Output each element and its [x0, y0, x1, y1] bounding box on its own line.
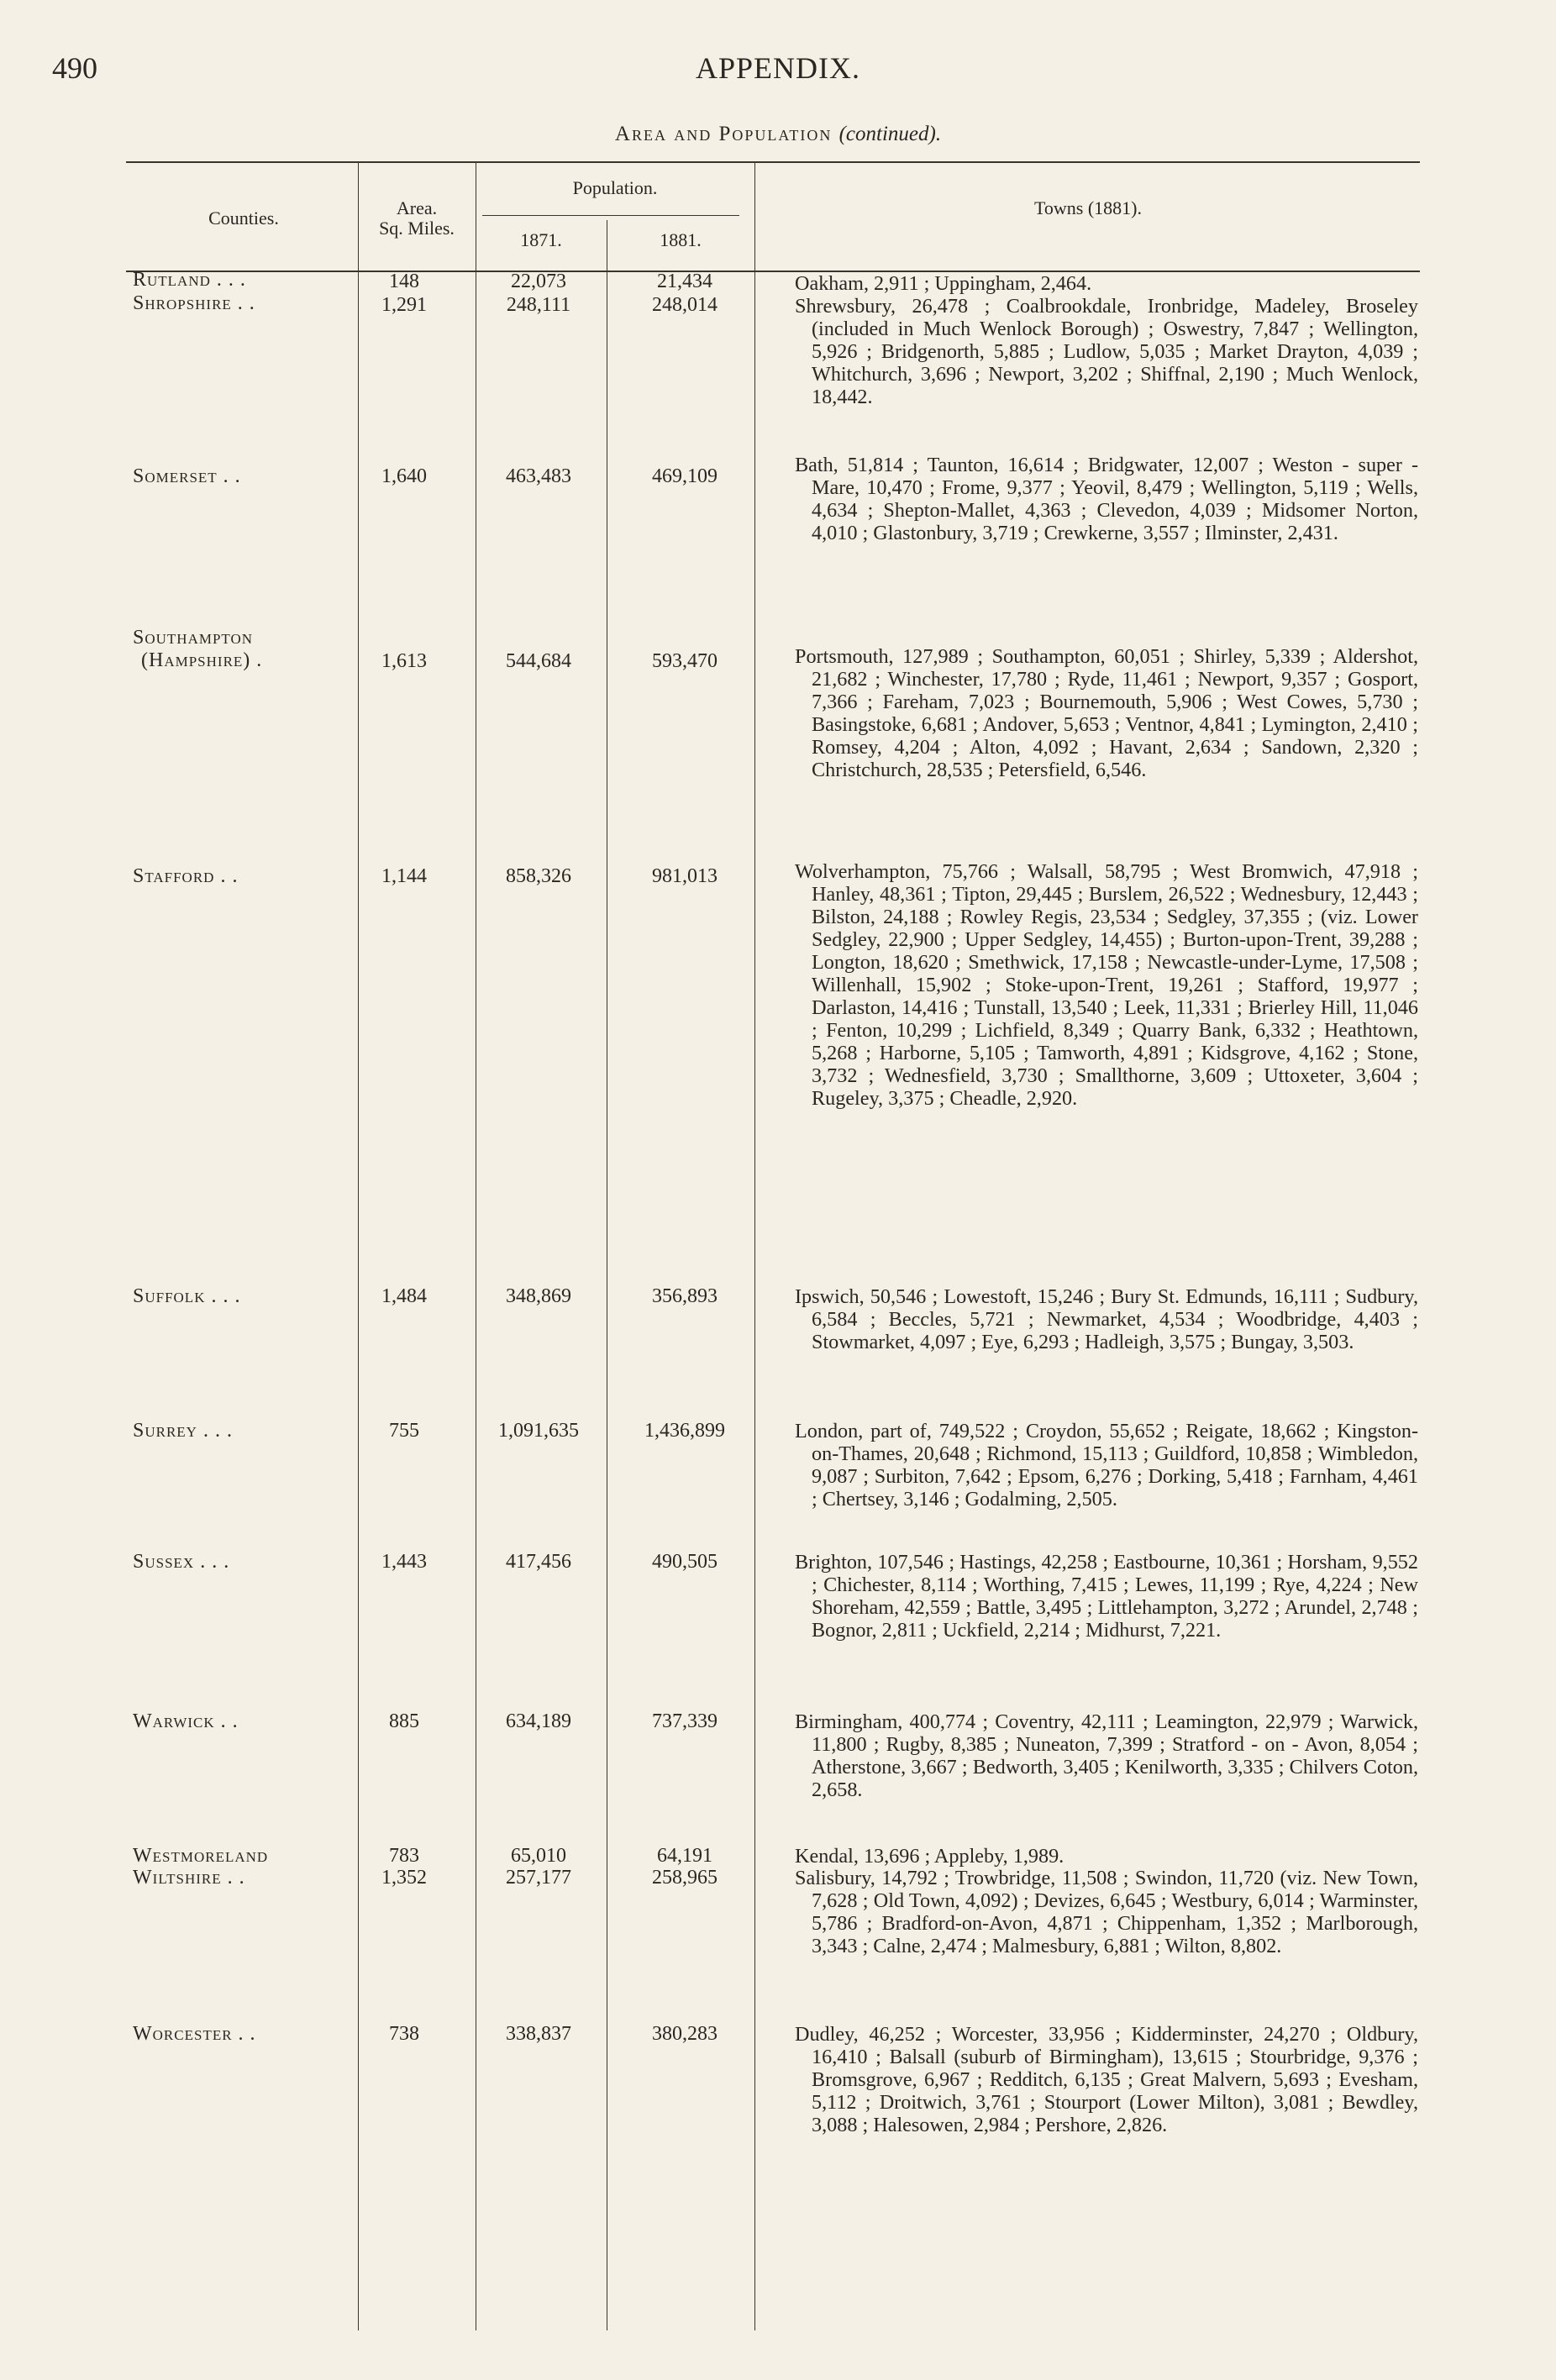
header-counties: Counties.	[208, 208, 279, 229]
towns-stafford: Wolverhampton, 75,766 ; Walsall, 58,795 ; West Bromwich, 47,918 ; Hanley, 48,361 ; Tipton, 29,445 ; Burslem, 26,522 ; Wednesbury, 12,443 ; Bilston, 24,188 ; Rowley Regis, 23,534 ; Sedgley, 37,355 ; (viz. Lower Sedgley, 22,900 ; Upper Sedgley, 14,455) ; Burton-upon-Trent, 39,288 ; Longton, 18,620 ; Smethwick, 17,158 ; Newcastle-under-Lyme, 17,508 ; Willenhall, 15,902 ; Stoke-upon-Trent, 19,261 ; Stafford, 19,977 ; Darlaston, 14,416 ; Tunstall, 13,540 ; Leek, 11,331 ; Brierley Hill, 11,046 ; Fenton, 10,299 ; Lichfield, 8,349 ; Quarry Bank, 6,332 ; Heathtown, 5,268 ; Harborne, 5,105 ; Tamworth, 4,891 ; Kidsgrove, 4,162 ; Stone, 3,732 ; Wednesfield, 3,730 ; Smallthorne, 3,609 ; Uttoxeter, 3,604 ; Rugeley, 3,375 ; Cheadle, 2,920.	[795, 860, 1418, 1110]
county-worcester: Worcester . .	[133, 2023, 256, 2045]
header-population: Population.	[572, 177, 658, 198]
pop1881-sussex: 490,505	[652, 1551, 718, 1573]
top-rule	[126, 161, 1420, 163]
table-title	[0, 123, 1556, 146]
pop1871-somerset: 463,483	[506, 465, 571, 487]
towns-wiltshire: Salisbury, 14,792 ; Trowbridge, 11,508 ; Swindon, 11,720 (viz. New Town, 7,628 ; Old Town, 4,092) ; Devizes, 6,645 ; Westbury, 6,014 ; Warminster, 5,786 ; Bradford-on-Avon, 4,871 ; Chippenham, 1,352 ; Marlborough, 3,343 ; Calne, 2,474 ; Malmesbury, 6,881 ; Wilton, 8,802.	[795, 1867, 1418, 1957]
towns-rutland: Oakham, 2,911 ; Uppingham, 2,464.	[795, 272, 1092, 295]
area-wiltshire: 1,352	[381, 1867, 427, 1889]
pop1881-somerset: 469,109	[652, 465, 718, 487]
pop1881-stafford: 981,013	[652, 865, 718, 887]
pop1881-southampton: 593,470	[652, 650, 718, 672]
pop1871-shropshire: 248,111	[506, 294, 571, 316]
pop1881-rutland: 21,434	[657, 271, 712, 292]
county-southampton-line1: Southampton	[133, 627, 254, 649]
pop1881-wiltshire: 258,965	[652, 1867, 718, 1889]
towns-surrey: London, part of, 749,522 ; Croydon, 55,652 ; Reigate, 18,662 ; Kingston-on-Thames, 20,648 ; Richmond, 15,113 ; Guildford, 10,858 ; Wimbledon, 9,087 ; Surbiton, 7,642 ; Epsom, 6,276 ; Dorking, 5,418 ; Farnham, 4,461 ; Chertsey, 3,146 ; Godalming, 2,505.	[795, 1420, 1418, 1510]
header-area	[360, 198, 474, 239]
county-sussex: Sussex . . .	[133, 1551, 230, 1573]
area-somerset: 1,640	[381, 465, 427, 487]
table-title-text: Area and Population	[614, 123, 833, 145]
county-warwick: Warwick . .	[133, 1710, 239, 1732]
county-shropshire: Shropshire . .	[133, 292, 255, 314]
county-stafford: Stafford . .	[133, 865, 239, 887]
area-sussex: 1,443	[381, 1551, 427, 1573]
running-head: APPENDIX.	[695, 51, 860, 85]
county-suffolk: Suffolk . . .	[133, 1285, 241, 1307]
area-surrey: 755	[389, 1420, 419, 1442]
area-worcester: 738	[389, 2023, 419, 2045]
pop1871-rutland: 22,073	[511, 271, 566, 292]
pop1871-surrey: 1,091,635	[498, 1420, 579, 1442]
col-divider-counties	[358, 163, 359, 2330]
page-number: 490	[52, 51, 97, 85]
header-1871: 1871.	[520, 229, 562, 250]
pop1881-surrey: 1,436,899	[644, 1420, 725, 1442]
pop1881-westmoreland: 64,191	[657, 1845, 712, 1867]
header-area-line1: Area.	[396, 197, 438, 218]
pop1871-westmoreland: 65,010	[511, 1845, 566, 1867]
pop1881-suffolk: 356,893	[652, 1285, 718, 1307]
county-southampton-line2: (Hampshire) .	[141, 649, 263, 671]
towns-worcester: Dudley, 46,252 ; Worcester, 33,956 ; Kidderminster, 24,270 ; Oldbury, 16,410 ; Balsall (suburb of Birmingham), 13,615 ; Stourbridge, 9,376 ; Bromsgrove, 6,967 ; Redditch, 6,135 ; Great Malvern, 5,693 ; Evesham, 5,112 ; Droitwich, 3,761 ; Stourport (Lower Milton), 3,081 ; Bewdley, 3,088 ; Halesowen, 2,984 ; Pershore, 2,826.	[795, 2023, 1418, 2136]
area-westmoreland: 783	[389, 1845, 419, 1867]
pop1871-wiltshire: 257,177	[506, 1867, 571, 1889]
table-title-suffix: (continued).	[838, 123, 942, 145]
towns-westmoreland: Kendal, 13,696 ; Appleby, 1,989.	[795, 1845, 1064, 1868]
area-shropshire: 1,291	[381, 294, 427, 316]
county-southampton	[133, 627, 262, 672]
pop1871-sussex: 417,456	[506, 1551, 571, 1573]
header-area-line2: Sq. Miles.	[379, 218, 455, 239]
pop1871-stafford: 858,326	[506, 865, 571, 887]
header-towns: Towns (1881).	[1033, 197, 1142, 218]
towns-warwick: Birmingham, 400,774 ; Coventry, 42,111 ; Leamington, 22,979 ; Warwick, 11,800 ; Rugby, 8,385 ; Nuneaton, 7,399 ; Stratford - on - Avon, 8,054 ; Atherstone, 3,667 ; Bedworth, 3,405 ; Kenilworth, 3,335 ; Chilvers Coton, 2,658.	[795, 1710, 1418, 1801]
area-rutland: 148	[389, 271, 419, 292]
towns-suffolk: Ipswich, 50,546 ; Lowestoft, 15,246 ; Bury St. Edmunds, 16,111 ; Sudbury, 6,584 ; Beccles, 5,721 ; Newmarket, 4,534 ; Woodbridge, 4,403 ; Stowmarket, 4,097 ; Eye, 6,293 ; Hadleigh, 3,575 ; Bungay, 3,503.	[795, 1285, 1418, 1353]
area-southampton: 1,613	[381, 650, 427, 672]
pop1871-southampton: 544,684	[506, 650, 571, 672]
area-stafford: 1,144	[381, 865, 427, 887]
population-subrule	[482, 215, 739, 216]
towns-somerset: Bath, 51,814 ; Taunton, 16,614 ; Bridgwater, 12,007 ; Weston - super - Mare, 10,470 ; Frome, 9,377 ; Yeovil, 8,479 ; Wellington, 5,119 ; Wells, 4,634 ; Shepton-Mallet, 4,363 ; Clevedon, 4,039 ; Midsomer Norton, 4,010 ; Glastonbury, 3,719 ; Crewkerne, 3,557 ; Ilminster, 2,431.	[795, 454, 1418, 544]
county-somerset: Somerset . .	[133, 465, 241, 487]
pop1881-shropshire: 248,014	[652, 294, 718, 316]
pop1871-worcester: 338,837	[506, 2023, 571, 2045]
pop1871-warwick: 634,189	[506, 1710, 571, 1732]
county-wiltshire: Wiltshire . .	[133, 1867, 245, 1889]
col-divider-1881	[754, 163, 755, 2330]
pop1871-suffolk: 348,869	[506, 1285, 571, 1307]
area-suffolk: 1,484	[381, 1285, 427, 1307]
towns-shropshire: Shrewsbury, 26,478 ; Coalbrookdale, Ironbridge, Madeley, Broseley (included in Much Wenlock Borough) ; Oswestry, 7,847 ; Wellington, 5,926 ; Bridgenorth, 5,885 ; Ludlow, 5,035 ; Market Drayton, 4,039 ; Whitchurch, 3,696 ; Newport, 3,202 ; Shiffnal, 2,190 ; Much Wenlock, 18,442.	[795, 295, 1418, 408]
towns-southampton: Portsmouth, 127,989 ; Southampton, 60,051 ; Shirley, 5,339 ; Aldershot, 21,682 ; Winchester, 17,780 ; Ryde, 11,461 ; Newport, 9,357 ; Gosport, 7,366 ; Fareham, 7,023 ; Bournemouth, 5,906 ; West Cowes, 5,730 ; Basingstoke, 6,681 ; Andover, 5,653 ; Ventnor, 4,841 ; Lymington, 2,410 ; Romsey, 4,204 ; Alton, 4,092 ; Havant, 2,634 ; Sandown, 2,320 ; Christchurch, 28,535 ; Petersfield, 6,546.	[795, 645, 1418, 781]
county-rutland: Rutland . . .	[133, 269, 246, 291]
area-warwick: 885	[389, 1710, 419, 1732]
pop1881-warwick: 737,339	[652, 1710, 718, 1732]
pop1881-worcester: 380,283	[652, 2023, 718, 2045]
header-1881: 1881.	[660, 229, 702, 250]
county-surrey: Surrey . . .	[133, 1420, 233, 1442]
towns-sussex: Brighton, 107,546 ; Hastings, 42,258 ; Eastbourne, 10,361 ; Horsham, 9,552 ; Chichester, 8,114 ; Worthing, 7,415 ; Lewes, 11,199 ; Rye, 4,224 ; New Shoreham, 42,559 ; Battle, 3,495 ; Littlehampton, 3,272 ; Arundel, 2,748 ; Bognor, 2,811 ; Uckfield, 2,214 ; Midhurst, 7,221.	[795, 1551, 1418, 1642]
county-westmoreland: Westmoreland	[133, 1845, 269, 1867]
